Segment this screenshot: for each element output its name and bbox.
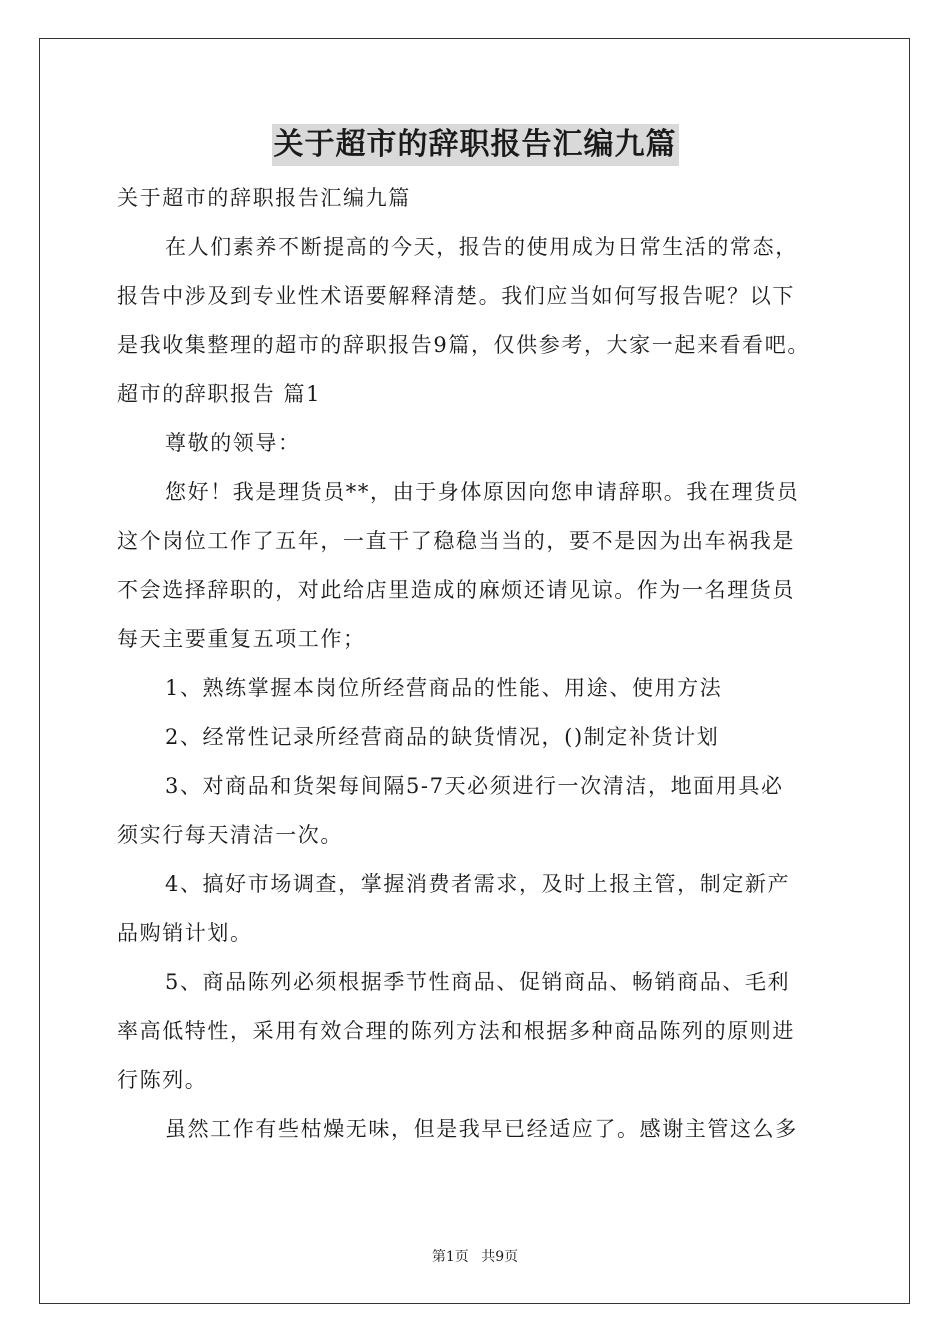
text-line: 须实行每天清洁一次。 (117, 823, 343, 847)
page-number: 第1页 (431, 1249, 469, 1265)
section-heading: 超市的辞职报告 篇1 (117, 382, 322, 406)
list-item: 1、熟练掌握本岗位所经营商品的性能、用途、使用方法 (165, 676, 723, 700)
text-line: 关于超市的辞职报告汇编九篇 (117, 186, 411, 210)
text-line: 您好！我是理货员**，由于身体原因向您申请辞职。我在理货员 (165, 480, 800, 504)
text-line: 品购销计划。 (117, 921, 253, 945)
text-line: 虽然工作有些枯燥无味，但是我早已经适应了。感谢主管这么多 (165, 1117, 798, 1141)
text-line: 这个岗位工作了五年，一直干了稳稳当当的，要不是因为出车祸我是 (117, 529, 795, 553)
text-line: 每天主要重复五项工作； (117, 627, 366, 651)
text-line: 是我收集整理的超市的辞职报告9篇，仅供参考，大家一起来看看吧。 (117, 333, 810, 357)
title-container (0, 124, 950, 166)
page-total: 共9页 (481, 1249, 519, 1265)
list-item: 4、搞好市场调查，掌握消费者需求，及时上报主管，制定新产 (165, 872, 791, 896)
page-footer (0, 1247, 950, 1267)
list-item: 5、商品陈列必须根据季节性商品、促销商品、畅销商品、毛利 (165, 970, 791, 994)
document-title: 关于超市的辞职报告汇编九篇 (272, 124, 679, 166)
text-line: 报告中涉及到专业性术语要解释清楚。我们应当如何写报告呢？以下 (117, 284, 795, 308)
document-body (117, 174, 837, 1154)
text-line: 尊敬的领导： (165, 431, 301, 455)
text-line: 率高低特性，采用有效合理的陈列方法和根据多种商品陈列的原则进 (117, 1019, 795, 1043)
list-item: 2、经常性记录所经营商品的缺货情况，()制定补货计划 (165, 725, 720, 749)
list-item: 3、对商品和货架每间隔5-7天必须进行一次清洁，地面用具必 (165, 774, 784, 798)
text-line: 行陈列。 (117, 1068, 208, 1092)
text-line: 在人们素养不断提高的今天，报告的使用成为日常生活的常态， (165, 235, 798, 259)
text-line: 不会选择辞职的，对此给店里造成的麻烦还请见谅。作为一名理货员 (117, 578, 795, 602)
